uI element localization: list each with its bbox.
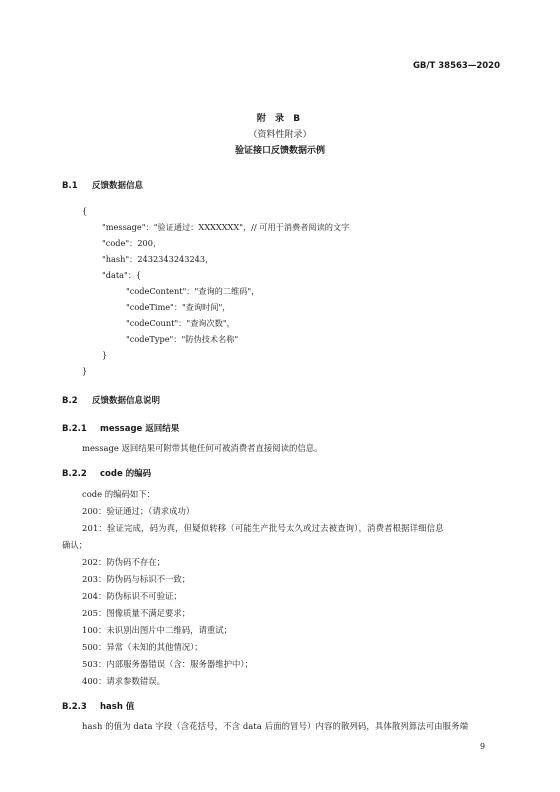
code-line: "codeCount"："查询次数"，	[126, 318, 235, 328]
b21-paragraph: message 返回结果可附带其他任何可被消费者直接阅读的信息。	[82, 443, 323, 453]
code-line: "codeContent"："查询的二维码"，	[126, 286, 260, 296]
section-title: hash 值	[100, 702, 135, 712]
section-b23-heading	[62, 700, 134, 712]
b22-intro: code 的编码如下：	[82, 489, 155, 499]
code-list-item: 400：请求参数错误。	[82, 676, 165, 686]
page-number: 9	[480, 742, 486, 751]
section-title: code 的编码	[100, 469, 152, 479]
code-line: "codeTime"："查询时间"，	[126, 302, 231, 312]
appendix-subtitle: （资料性附录）	[248, 130, 312, 140]
code-list-item: 204：防伪标识不可验证；	[82, 591, 182, 601]
code-line: "code"：200，	[102, 238, 162, 248]
code-line: }	[102, 350, 108, 360]
code-list-item: 100：未识别出图片中二维码，请重试；	[82, 625, 232, 635]
section-b1-heading	[62, 179, 143, 191]
standard-number: GB/T 38563—2020	[412, 61, 500, 71]
code-list-item: 503：内部服务器错误（含：服务器维护中）；	[82, 659, 253, 669]
code-line: "data"：{	[102, 270, 142, 280]
section-number: B.2.2	[62, 469, 87, 479]
section-number: B.1	[62, 181, 78, 191]
section-title: 反馈数据信息说明	[92, 396, 161, 406]
b23-paragraph: hash 的值为 data 字段（含花括号，不含 data 后面的冒号）内容的散列码，具体散列算法可由服务端	[82, 721, 469, 731]
section-b2-heading	[62, 394, 160, 406]
section-number: B.2.1	[62, 424, 87, 434]
code-list-item: 202：防伪码不存在；	[82, 557, 165, 567]
code-list-item: 205：图像质量不满足要求；	[82, 608, 191, 618]
code-list-item: 确认；	[62, 540, 88, 550]
appendix-heading: 验证接口反馈数据示例	[234, 146, 325, 156]
code-list-item: 203：防伪码与标识不一致；	[82, 574, 191, 584]
code-list-item: 201：验证完成，码为真，但疑似转移（可能生产批号太久或过去被查询），消费者根据详细信息	[82, 523, 444, 533]
code-line: "hash"：2432343243243，	[102, 254, 214, 264]
code-list-item: 500：异常（未知的其他情况）；	[82, 642, 203, 652]
code-line: "codeType"："防伪技术名称"	[126, 334, 239, 344]
code-line: "message"："验证通过：XXXXXXX"，// 可用于消费者阅读的文字	[102, 222, 350, 232]
code-line: {	[82, 206, 88, 216]
section-title: message 返回结果	[100, 424, 180, 434]
section-title: 反馈数据信息	[92, 181, 144, 191]
section-number: B.2	[62, 396, 78, 406]
section-b21-heading	[62, 422, 179, 434]
appendix-title: 附 录 B	[256, 114, 304, 124]
code-line: }	[82, 366, 88, 376]
section-number: B.2.3	[62, 702, 87, 712]
code-list-item: 200：验证通过；（请求成功）	[82, 506, 195, 516]
section-b22-heading	[62, 467, 151, 479]
